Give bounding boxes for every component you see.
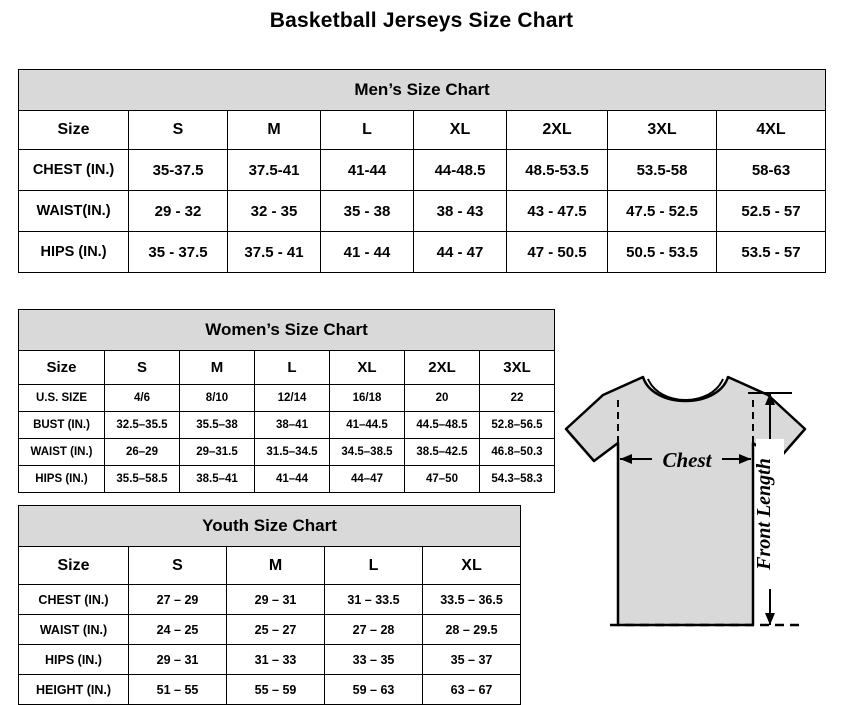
table-cell: 31 – 33 xyxy=(227,645,325,675)
front-length-label: Front Length xyxy=(753,458,775,570)
table-cell: 12/14 xyxy=(255,385,330,412)
table-cell: 37.5-41 xyxy=(228,150,321,191)
column-header: M xyxy=(180,351,255,385)
table-cell: 29 – 31 xyxy=(227,585,325,615)
table-cell: 43 - 47.5 xyxy=(507,191,608,232)
column-header: L xyxy=(321,111,414,150)
column-header: 2XL xyxy=(507,111,608,150)
column-header: Size xyxy=(19,111,129,150)
row-label: BUST (IN.) xyxy=(19,412,105,439)
column-header: L xyxy=(255,351,330,385)
table-cell: 32 - 35 xyxy=(228,191,321,232)
table-cell: 16/18 xyxy=(330,385,405,412)
table-cell: 55 – 59 xyxy=(227,675,325,705)
table-row xyxy=(19,385,555,412)
table-cell: 48.5-53.5 xyxy=(507,150,608,191)
table-cell: 47.5 - 52.5 xyxy=(608,191,717,232)
table-cell: 35 - 38 xyxy=(321,191,414,232)
table-cell: 44–47 xyxy=(330,466,405,493)
table-cell: 33.5 – 36.5 xyxy=(423,585,521,615)
row-label: HIPS (IN.) xyxy=(19,645,129,675)
column-header: XL xyxy=(330,351,405,385)
table-cell: 50.5 - 53.5 xyxy=(608,232,717,273)
table-row xyxy=(19,191,826,232)
mens-size-chart-table xyxy=(18,69,826,273)
page-title: Basketball Jerseys Size Chart xyxy=(269,9,574,32)
row-label: WAIST(IN.) xyxy=(19,191,129,232)
table-cell: 59 – 63 xyxy=(325,675,423,705)
table-cell: 53.5-58 xyxy=(608,150,717,191)
column-header: M xyxy=(228,111,321,150)
table-row xyxy=(19,675,521,705)
row-label: HIPS (IN.) xyxy=(19,466,105,493)
table-cell: 52.8–56.5 xyxy=(480,412,555,439)
table-cell: 41-44 xyxy=(321,150,414,191)
table-cell: 35.5–38 xyxy=(180,412,255,439)
table-cell: 31.5–34.5 xyxy=(255,439,330,466)
chest-label: Chest xyxy=(662,448,712,472)
table-cell: 4/6 xyxy=(105,385,180,412)
table-cell: 25 – 27 xyxy=(227,615,325,645)
column-header: 4XL xyxy=(717,111,826,150)
row-label: CHEST (IN.) xyxy=(19,150,129,191)
table-header-row xyxy=(19,111,826,150)
table-cell: 8/10 xyxy=(180,385,255,412)
table-cell: 38.5–41 xyxy=(180,466,255,493)
mens-caption: Men’s Size Chart xyxy=(19,70,826,111)
row-label: CHEST (IN.) xyxy=(19,585,129,615)
table-cell: 22 xyxy=(480,385,555,412)
table-cell: 46.8–50.3 xyxy=(480,439,555,466)
youth-size-chart-table xyxy=(18,505,521,705)
table-row xyxy=(19,466,555,493)
column-header: 2XL xyxy=(405,351,480,385)
table-cell: 35-37.5 xyxy=(129,150,228,191)
table-cell: 37.5 - 41 xyxy=(228,232,321,273)
table-cell: 28 – 29.5 xyxy=(423,615,521,645)
table-row xyxy=(19,412,555,439)
column-header: L xyxy=(325,547,423,585)
table-cell: 63 – 67 xyxy=(423,675,521,705)
table-cell: 54.3–58.3 xyxy=(480,466,555,493)
column-header: 3XL xyxy=(608,111,717,150)
column-header: Size xyxy=(19,351,105,385)
youth-caption: Youth Size Chart xyxy=(19,506,521,547)
table-cell: 26–29 xyxy=(105,439,180,466)
table-cell: 33 – 35 xyxy=(325,645,423,675)
table-cell: 44-48.5 xyxy=(414,150,507,191)
table-cell: 29 – 31 xyxy=(129,645,227,675)
table-cell: 47 - 50.5 xyxy=(507,232,608,273)
column-header: 3XL xyxy=(480,351,555,385)
table-caption-row xyxy=(19,70,826,111)
column-header: S xyxy=(129,111,228,150)
table-cell: 58-63 xyxy=(717,150,826,191)
column-header: S xyxy=(129,547,227,585)
table-cell: 27 – 29 xyxy=(129,585,227,615)
table-header-row xyxy=(19,351,555,385)
table-caption-row xyxy=(19,310,555,351)
table-row xyxy=(19,615,521,645)
table-cell: 38–41 xyxy=(255,412,330,439)
table-cell: 35 – 37 xyxy=(423,645,521,675)
table-cell: 41 - 44 xyxy=(321,232,414,273)
table-cell: 27 – 28 xyxy=(325,615,423,645)
table-cell: 35 - 37.5 xyxy=(129,232,228,273)
column-header: Size xyxy=(19,547,129,585)
table-cell: 53.5 - 57 xyxy=(717,232,826,273)
table-cell: 35.5–58.5 xyxy=(105,466,180,493)
table-cell: 34.5–38.5 xyxy=(330,439,405,466)
jersey-measurement-diagram xyxy=(548,357,838,677)
table-row xyxy=(19,150,826,191)
row-label: WAIST (IN.) xyxy=(19,615,129,645)
table-cell: 38.5–42.5 xyxy=(405,439,480,466)
table-cell: 47–50 xyxy=(405,466,480,493)
table-cell: 32.5–35.5 xyxy=(105,412,180,439)
table-cell: 41–44.5 xyxy=(330,412,405,439)
table-row xyxy=(19,645,521,675)
row-label: HEIGHT (IN.) xyxy=(19,675,129,705)
table-cell: 31 – 33.5 xyxy=(325,585,423,615)
womens-size-chart-table xyxy=(18,309,555,493)
column-header: XL xyxy=(414,111,507,150)
table-cell: 44.5–48.5 xyxy=(405,412,480,439)
table-cell: 29 - 32 xyxy=(129,191,228,232)
table-cell: 44 - 47 xyxy=(414,232,507,273)
table-cell: 52.5 - 57 xyxy=(717,191,826,232)
column-header: XL xyxy=(423,547,521,585)
column-header: S xyxy=(105,351,180,385)
table-cell: 24 – 25 xyxy=(129,615,227,645)
table-header-row xyxy=(19,547,521,585)
row-label: U.S. SIZE xyxy=(19,385,105,412)
table-cell: 20 xyxy=(405,385,480,412)
table-cell: 41–44 xyxy=(255,466,330,493)
row-label: WAIST (IN.) xyxy=(19,439,105,466)
table-cell: 51 – 55 xyxy=(129,675,227,705)
column-header: M xyxy=(227,547,325,585)
table-row xyxy=(19,585,521,615)
row-label: HIPS (IN.) xyxy=(19,232,129,273)
table-caption-row xyxy=(19,506,521,547)
table-cell: 38 - 43 xyxy=(414,191,507,232)
womens-caption: Women’s Size Chart xyxy=(19,310,555,351)
table-cell: 29–31.5 xyxy=(180,439,255,466)
table-row xyxy=(19,232,826,273)
table-row xyxy=(19,439,555,466)
